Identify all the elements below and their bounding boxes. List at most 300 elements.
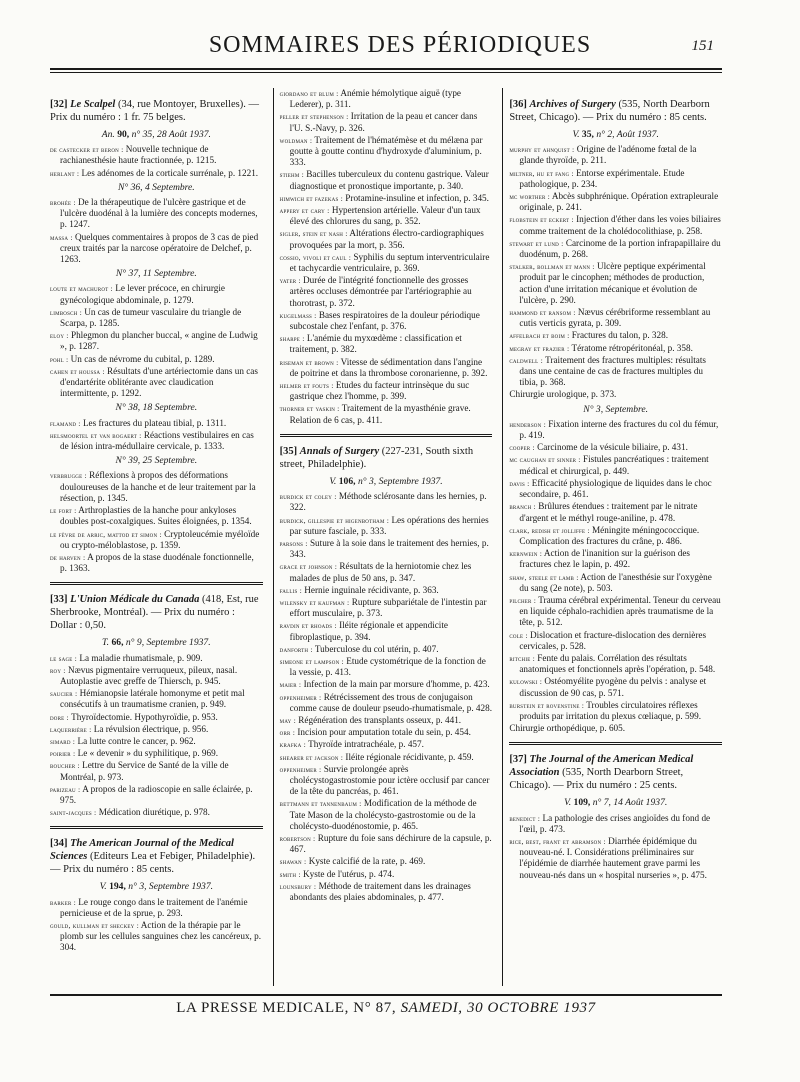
- article-title: Injection d'éther dans les voies biliaires comme traitement de la cholédocolithiase, p. 258.: [519, 214, 721, 236]
- issue-number: N° 36, 4 Septembre.: [117, 181, 195, 193]
- article-authors: laquerrière :: [50, 724, 92, 734]
- article-title: Quelques commentaires à propos de 3 cas de pied creux traités par la narcose opératoire de Delchef, p. 1263.: [60, 231, 259, 265]
- article-authors: sigler, stein et nash :: [279, 229, 348, 239]
- journal-separator: [280, 434, 493, 437]
- article-authors: stewart et lund :: [509, 238, 564, 248]
- article-entry: [509, 572, 722, 594]
- article-title: A propos de la radioscopie en salle éclairée, p. 975.: [60, 783, 253, 805]
- journal-heading: [50, 98, 263, 124]
- article-title: Méthode sclérosante dans les hernies, p. 322.: [289, 491, 487, 513]
- article-title: Les adénomes de la corticale surrénale, p. 1221.: [81, 167, 259, 178]
- issue-prefix: An.: [101, 129, 115, 140]
- article-authors: may :: [279, 715, 296, 725]
- article-authors: mc worther :: [509, 192, 551, 202]
- article-title: Hémianopsie latérale homonyme et petit mal consécutifs à un traumatisme cranien, p. 949.: [60, 688, 245, 710]
- article-entry: [50, 505, 263, 527]
- article-title: Ostéomyélite pyogène du pelvis : analyse et discussion de 90 cas, p. 571.: [519, 676, 707, 698]
- article-entry: [50, 307, 263, 329]
- article-title: Un cas de tumeur vasculaire du triangle de Scarpa, p. 1285.: [60, 306, 242, 329]
- article-authors: parsons :: [279, 538, 308, 548]
- article-title: Arthroplasties de la hanche pour ankyloses doubles post-coxalgiques. Suites éloignées, p. 1354.: [60, 505, 252, 527]
- journal-name: Le Scalpel: [70, 99, 116, 110]
- header-rule-thin: [50, 72, 722, 73]
- article-title: Médication diurétique, p. 978.: [98, 807, 210, 818]
- article-entry: [509, 548, 722, 570]
- article-authors: smith :: [279, 869, 301, 879]
- article-authors: shawan :: [279, 857, 307, 867]
- issue-heading: [509, 404, 722, 415]
- article-entry: [50, 897, 263, 919]
- issue-number: n° 2, Août 1937.: [596, 129, 659, 140]
- article-entry: [280, 727, 493, 738]
- issue-prefix: V.: [329, 475, 337, 487]
- article-entry: [50, 197, 263, 231]
- article-title: Méthode de traitement dans les drainages abondants des plaies abdominales, p. 477.: [289, 880, 471, 902]
- article-entry: [280, 656, 493, 678]
- article-entry: [50, 354, 263, 365]
- article-authors: brohée :: [50, 198, 76, 208]
- issue-number: n° 3, Septembre 1937.: [128, 881, 214, 893]
- article-entry: [509, 238, 722, 260]
- article-title: Trauma cérébral expérimental. Teneur du cerveau en liquide céphalo-rachidien après traumatisme de la tête, p. 512.: [519, 594, 721, 628]
- column-1: [50, 88, 263, 986]
- article-entry: [280, 228, 493, 250]
- article-entry: [509, 836, 722, 881]
- article-entry: [509, 501, 722, 523]
- article-authors: limbosch :: [50, 307, 82, 317]
- article-entry: [50, 168, 263, 179]
- columns: [50, 88, 722, 986]
- article-authors: boucher :: [50, 761, 80, 771]
- journal-number: [32]: [50, 99, 68, 110]
- article-title: Syphilis du septum interventriculaire et tachycardie ventriculaire, p. 369.: [289, 251, 490, 274]
- journal-heading: [50, 837, 263, 876]
- article-entry: [509, 191, 722, 213]
- issue-prefix: V.: [99, 881, 107, 893]
- article-entry: [509, 478, 722, 500]
- article-authors: roy :: [50, 665, 66, 675]
- article-title: Anémie hémolytique aiguë (type Lederer), p. 311.: [289, 88, 461, 110]
- article-title: Protamine-insuline et infection, p. 345.: [345, 192, 489, 203]
- article-entry: [280, 357, 493, 379]
- article-authors: fallis :: [279, 585, 302, 595]
- article-entry: [509, 144, 722, 166]
- article-authors: burstein et rovenstine :: [509, 700, 585, 710]
- article-title: Cryptoleucémie myéloïde ou crypto-méloblastose, p. 1359.: [60, 528, 260, 550]
- article-authors: ritchie :: [509, 653, 535, 663]
- article-title: Etudes du facteur intrinsèque du suc gastrique chez l'homme, p. 399.: [289, 380, 470, 402]
- journal-name: The Journal of the American Medical Association: [509, 754, 694, 779]
- article-entry: [50, 920, 263, 954]
- article-authors: pilcher :: [509, 595, 537, 605]
- article-entry: [509, 343, 722, 354]
- article-entry: [50, 807, 263, 818]
- article-entry: [509, 676, 722, 698]
- article-authors: le fort :: [50, 506, 77, 516]
- article-authors: murphy et ahnquist :: [509, 145, 575, 155]
- article-title: Incision pour amputation totale du sein, p. 454.: [297, 727, 471, 738]
- article-authors: verbrugge :: [50, 471, 87, 481]
- article-entry: [280, 869, 493, 880]
- article-authors: gould, kullman et sheckey :: [50, 920, 139, 930]
- article-entry: [50, 144, 263, 166]
- article-title: Carcinome de la vésicule biliaire, p. 431.: [537, 442, 688, 453]
- article-title: A propos de la stase duodénale fonctionnelle, p. 1363.: [60, 551, 254, 574]
- article-title: Résultats de la herniotomie chez les malades de plus de 50 ans, p. 347.: [289, 561, 472, 583]
- article-entry: [280, 856, 493, 867]
- article-authors: burdick et coley :: [279, 492, 337, 502]
- article-authors: le sage :: [50, 653, 78, 663]
- issue-heading: [50, 881, 263, 892]
- article-entry: [509, 419, 722, 441]
- article-authors: krafka :: [279, 740, 306, 750]
- article-title: Altérations électro-cardiographiques provoquées par la mort, p. 356.: [289, 228, 484, 250]
- issue-volume: 194,: [109, 881, 126, 893]
- journal-details: (535, North Dearborn Street, Chicago). — Prix du numéro : 25 cents.: [509, 767, 684, 792]
- article-authors: dore :: [50, 712, 69, 722]
- article-entry: [50, 712, 263, 723]
- journal-separator: [509, 742, 722, 745]
- article-title: Efficacité physiologique de liquides dans le choc secondaire, p. 461.: [519, 477, 712, 500]
- article-title: Entorse expérimentale. Etude pathologique, p. 234.: [519, 167, 685, 189]
- article-entry: [509, 261, 722, 306]
- article-authors: barker :: [50, 897, 76, 907]
- issue-number: N° 38, 18 Septembre.: [115, 402, 198, 414]
- article-authors: parizeau :: [50, 784, 81, 794]
- article-entry: [280, 715, 493, 726]
- article-authors: benedict :: [509, 813, 541, 823]
- article-entry: [280, 193, 493, 204]
- article-title: Traitement de la myasthénie grave. Relation de 6 cas, p. 411.: [289, 403, 471, 425]
- article-title: Kyste calcifié de la rate, p. 469.: [308, 856, 426, 867]
- article-title: Durée de l'intégrité fonctionnelle des grosses artères occluses démontrée par l'artériographie au thorotrast, p. 372.: [289, 275, 472, 308]
- article-entry: [280, 752, 493, 763]
- article-entry: [509, 653, 722, 675]
- article-authors: kugelmass :: [279, 310, 317, 320]
- article-title: La révulsion électrique, p. 956.: [93, 723, 209, 734]
- article-title: Origine de l'adénome fœtal de la glande thyroïde, p. 211.: [519, 144, 697, 166]
- article-authors: de castecker et beron :: [50, 145, 124, 155]
- article-authors: stalker, bollman et mann :: [509, 262, 595, 272]
- article-entry: [280, 111, 493, 133]
- article-title: Vitesse de sédimentation dans l'angine de poitrine et dans la thrombose coronarienne, p. 392.: [289, 356, 488, 378]
- issue-heading: [509, 129, 722, 140]
- article-authors: orr :: [279, 728, 296, 738]
- article-entry: [280, 764, 493, 798]
- issue-heading: [50, 637, 263, 648]
- article-entry: [280, 403, 493, 425]
- article-title: Fixation interne des fractures du col du fémur, p. 419.: [519, 418, 719, 441]
- article-title: Traitement des fractures multiples: résultats dans une centaine de cas de fractures multiples du tibia, p. 368.: [519, 354, 707, 388]
- article-entry: [280, 833, 493, 855]
- article-title: Traitement de l'hématémèse et du mélæna par goutte à goutte continu d'hydroxyde d'aluminium, p. 333.: [289, 134, 483, 168]
- article-title: Régénération des transplants osseux, p. 441.: [298, 714, 462, 725]
- article-entry: [50, 736, 263, 747]
- article-title: Thyroïde intratrachéale, p. 457.: [308, 739, 424, 750]
- journal-details: (34, rue Montoyer, Bruxelles). — Prix du numéro : 1 fr. 75 belges.: [50, 99, 259, 123]
- issue-volume: 66,: [111, 637, 124, 649]
- article-title: Rupture subpariétale de l'intestin par effort musculaire, p. 373.: [289, 596, 487, 619]
- article-title: Tératome rétropéritonéal, p. 358.: [571, 342, 693, 353]
- issue-number: N° 3, Septembre.: [583, 403, 649, 415]
- issue-volume: 106,: [338, 475, 356, 487]
- issue-number: N° 37, 11 Septembre.: [115, 268, 197, 280]
- article-entry: [509, 630, 722, 652]
- article-authors: de harven :: [50, 552, 86, 562]
- article-authors: bettmann et tannenbaum :: [279, 799, 362, 809]
- article-authors: miltner, hu et fang :: [509, 168, 574, 178]
- article-entry: [50, 430, 263, 452]
- article-title: Méningite méningococcique. Complication des fractures du crâne, p. 486.: [519, 524, 700, 546]
- article-entry: [509, 813, 722, 835]
- article-authors: appery et cary :: [279, 206, 330, 216]
- article-entry: [280, 310, 493, 332]
- issue-volume: 90,: [117, 129, 130, 140]
- article-authors: kernwein :: [509, 549, 543, 559]
- article-title: Fistules pancréatiques : traitement médical et chirurgical, p. 449.: [519, 454, 709, 476]
- article-entry: [509, 700, 722, 722]
- article-authors: flobstein et eckert :: [509, 215, 574, 225]
- article-title: Nævus pigmentaire verruqueux, pileux, nasal. Autoplastie avec greffe de Thiersch, p. 945.: [60, 664, 238, 686]
- article-authors: clark, redish et jolliffe :: [509, 525, 590, 535]
- article-entry: [50, 529, 263, 551]
- article-title: Iléite régionale et appendicite fibroplastique, p. 394.: [289, 620, 448, 642]
- article-authors: burdick, gillespie et higenbotham :: [279, 515, 390, 525]
- issue-heading: [50, 402, 263, 413]
- article-title: Action de l'anesthésie sur l'oxygène du sang (2e note), p. 503.: [519, 571, 712, 593]
- article-authors: oppenheimer :: [279, 764, 322, 774]
- article-authors: shaw, steele et lamb :: [509, 572, 579, 582]
- article-title: Irritation de la peau et cancer dans l'U. S.-Navy, p. 326.: [289, 111, 478, 133]
- journal-number: [37]: [509, 754, 527, 766]
- article-title: Thyroïdectomie. Hypothyroïdie, p. 953.: [71, 711, 218, 722]
- article-title: Abcès subphrénique. Opération extrapleurale originale, p. 241.: [519, 191, 719, 213]
- article-authors: branch :: [509, 502, 536, 512]
- journal-details: (Editeurs Lea et Febiger, Philadelphie). — Prix du numéro : 85 cents.: [50, 851, 256, 876]
- article-authors: davis :: [509, 478, 530, 488]
- journal-separator: [50, 826, 263, 829]
- article-title: Diarrhée épidémique du nouveau-né. I. Considérations préliminaires sur l'épidémie de diarrhée hautement grave parmi les nouveau-nés dans un « hospital nurseries », p. 475.: [519, 835, 707, 880]
- article-authors: woldman :: [279, 135, 313, 145]
- journal-details: (535, North Dearborn Street, Chicago). — Prix du numéro : 85 cents.: [509, 99, 710, 123]
- article-authors: robertson :: [279, 833, 316, 843]
- article-title: Dislocation et fracture-dislocation des dernières cervicales, p. 528.: [519, 629, 707, 651]
- article-authors: flamand :: [50, 418, 81, 428]
- article-title: Hernie inguinale récidivante, p. 363.: [304, 584, 439, 595]
- article-entry: [280, 380, 493, 402]
- article-entry: [50, 665, 263, 687]
- article-entry: [509, 168, 722, 190]
- article-entry: [280, 620, 493, 642]
- article-authors: sharpe :: [279, 334, 305, 344]
- article-authors: oppenheimer :: [279, 692, 322, 702]
- article-authors: eloy :: [50, 331, 69, 341]
- article-authors: grace et johnson :: [279, 562, 338, 572]
- page-number: 151: [691, 38, 714, 54]
- article-title: Iléite régionale récidivante, p. 459.: [345, 751, 474, 762]
- issue-number: n° 7, 14 Août 1937.: [592, 797, 668, 809]
- journal-details: (418, Est, rue Sherbrooke, Montréal). — Prix du numéro : Dollar : 0,50.: [50, 594, 259, 632]
- issue-heading: [50, 455, 263, 466]
- article-title: Brûlures étendues : traitement par le nitrate d'argent et le méthyl rouge-aniline, p. 478.: [519, 501, 698, 523]
- article-entry: [280, 88, 493, 110]
- journal-name: The American Journal of the Medical Sciences: [50, 838, 234, 863]
- journal-separator: [50, 582, 263, 585]
- issue-number: N° 39, 25 Septembre.: [115, 455, 198, 467]
- article-authors: wilensky et kaufman :: [279, 597, 350, 607]
- issue-heading: [509, 797, 722, 808]
- issue-heading: [280, 476, 493, 487]
- article-title: Le « devenir » du syphilitique, p. 969.: [77, 748, 219, 759]
- journal-number: [34]: [50, 838, 68, 850]
- article-title: Etude cystométrique de la fonction de la vessie, p. 413.: [289, 655, 486, 678]
- article-title: La lutte contre le cancer, p. 962.: [77, 735, 196, 746]
- article-authors: shearer et jackson :: [279, 752, 344, 762]
- journal-number: [35]: [279, 445, 298, 457]
- article-entry: [509, 454, 722, 476]
- article-authors: massa :: [50, 232, 73, 242]
- issue-prefix: T.: [102, 637, 110, 649]
- issue-number: n° 3, Septembre 1937.: [357, 475, 443, 487]
- issue-heading: [50, 129, 263, 140]
- article-authors: danforth :: [279, 644, 313, 654]
- article-title: Suture à la soie dans le traitement des hernies, p. 343.: [289, 537, 489, 560]
- article-authors: saucier :: [50, 689, 78, 699]
- article-title: Hypertension artérielle. Valeur d'un taux élevé des chlorures du sang, p. 352.: [289, 205, 481, 227]
- issue-prefix: V.: [572, 129, 580, 140]
- article-entry: [509, 307, 722, 329]
- section-line: Chirurgie urologique, p. 373.: [509, 389, 617, 400]
- article-authors: stiehm :: [279, 170, 304, 180]
- article-title: Bacilles tuberculeux du contenu gastrique. Valeur diagnostique et pronostique importante, p. 340.: [289, 169, 489, 191]
- article-entry: [280, 275, 493, 309]
- journal-number: [36]: [509, 99, 527, 110]
- article-authors: rice, best, frant et abramson :: [509, 836, 606, 846]
- article-entry: [280, 739, 493, 750]
- article-entry: [50, 366, 263, 400]
- article-title: Survie prolongée après cholécystogastrostomie pour ictère occlusif par cancer de la tête du pancréas, p. 461.: [289, 763, 490, 797]
- article-authors: henderson :: [509, 419, 546, 429]
- article-authors: simeone et lampson :: [279, 656, 344, 666]
- article-title: Fente du palais. Corrélation des résultats anatomiques et fonctionnels après l'opération, p. 548.: [519, 652, 716, 675]
- page-title: SOMMAIRES DES PÉRIODIQUES: [208, 32, 592, 58]
- article-entry: [50, 552, 263, 574]
- article-title: Fractures du talon, p. 328.: [571, 330, 668, 341]
- article-entry: [280, 538, 493, 560]
- article-title: Action de la thérapie par le plomb sur les cellules sanguines chez les cancéreux, p. 304.: [60, 919, 262, 953]
- article-entry: [509, 525, 722, 547]
- article-title: Rupture du foie sans déchirure de la capsule, p. 467.: [289, 832, 492, 855]
- article-entry: [280, 252, 493, 274]
- article-authors: caldwell :: [509, 355, 543, 365]
- article-title: L'anémie du myxœdème : classification et traitement, p. 382.: [289, 333, 462, 355]
- issue-number: n° 9, Septembre 1937.: [125, 637, 211, 649]
- issue-volume: 35,: [581, 129, 594, 140]
- article-entry: [50, 688, 263, 710]
- article-authors: cooper :: [509, 443, 535, 453]
- article-authors: cossio, vivoli et caul :: [279, 252, 352, 262]
- article-authors: helmer et fouts :: [279, 381, 334, 391]
- article-entry: [50, 232, 263, 266]
- article-title: Les fractures du plateau tibial, p. 1311.: [82, 417, 227, 428]
- article-authors: lounsbury :: [279, 881, 317, 891]
- header-rule: [50, 68, 722, 70]
- article-authors: mc caughan et sinner :: [509, 455, 581, 465]
- issue-prefix: V.: [564, 797, 572, 809]
- footer-journal: LA PRESSE MEDICALE, N° 87,: [176, 1000, 397, 1016]
- article-authors: yater :: [279, 276, 301, 286]
- article-entry: [509, 595, 722, 629]
- article-title: Carcinome de la portion infrapapillaire du duodénum, p. 268.: [519, 237, 721, 260]
- article-entry: [280, 597, 493, 619]
- article-title: Nævus cérébriforme ressemblant au cutis verticis gyrata, p. 309.: [519, 307, 711, 329]
- article-authors: ravdin et rhoads :: [279, 621, 337, 631]
- article-title: Nouvelle technique de rachianesthésie haute fractionnée, p. 1215.: [60, 144, 217, 166]
- article-title: Lettre du Service de Santé de la ville de Montréal, p. 973.: [60, 760, 229, 782]
- article-title: Modification de la méthode de Tate Mason de la cholécysto-gastrostomie ou de la cholécysto-duodénostomie, p. 465.: [289, 798, 477, 831]
- article-title: Infection de la main par morsure d'homme, p. 423.: [303, 679, 490, 690]
- footer-date: SAMEDI, 30 OCTOBRE 1937: [400, 1000, 596, 1016]
- journal-number: [33]: [50, 594, 68, 606]
- article-authors: riseman et brown :: [279, 357, 339, 367]
- journal-name: Archives of Surgery: [529, 99, 616, 110]
- article-entry: [280, 644, 493, 655]
- article-authors: kulowski :: [509, 677, 543, 687]
- article-authors: le fèvre de arric, mattod et simon :: [50, 529, 162, 539]
- article-authors: megray et frazier :: [509, 343, 570, 353]
- journal-details: (227-231, South sixth street, Philadelphie).: [279, 445, 474, 470]
- article-entry: [280, 881, 493, 903]
- article-authors: affelbach et boim :: [509, 331, 570, 341]
- article-entry: [50, 418, 263, 429]
- article-entry: [280, 561, 493, 583]
- article-title: Le rouge congo dans le traitement de l'anémie pernicieuse et de la sprue, p. 293.: [60, 896, 248, 918]
- article-title: La pathologie des crises angioïdes du fond de l'œil, p. 473.: [519, 812, 711, 834]
- article-title: Ulcère peptique expérimental produit par le cincophen; méthodes de production, action d'une irritation mécanique et évolution de l'ulcère, p. 290.: [519, 261, 706, 305]
- article-title: La maladie rhumatismale, p. 909.: [79, 652, 203, 663]
- article-entry: [280, 333, 493, 355]
- article-entry: [280, 135, 493, 169]
- article-entry: [50, 724, 263, 735]
- issue-heading: [50, 268, 263, 279]
- issue-number: n° 35, 28 Août 1937.: [131, 129, 211, 140]
- article-entry: [50, 470, 263, 504]
- article-title: Rétrécissement des trous de conjugaison comme cause de douleur pseudo-rhumatismale, p. 428.: [289, 691, 492, 713]
- article-authors: herlant :: [50, 168, 80, 178]
- article-entry: [509, 214, 722, 236]
- journal-heading: [509, 98, 722, 124]
- article-entry: [50, 653, 263, 664]
- article-authors: cole :: [509, 630, 528, 640]
- article-title: Phlegmon du plancher buccal, « angine de Ludwig », p. 1287.: [60, 330, 258, 352]
- article-entry: [280, 491, 493, 513]
- article-authors: maier :: [279, 680, 302, 690]
- article-title: Un cas de névrome du cubital, p. 1289.: [70, 353, 215, 364]
- article-title: Kyste de l'utérus, p. 474.: [303, 868, 395, 879]
- article-entry: [50, 748, 263, 759]
- article-entry: [50, 784, 263, 806]
- article-title: Réactions vestibulaires en cas de lésion intra-médullaire cervicale, p. 1333.: [60, 429, 254, 452]
- article-authors: saint-jacques :: [50, 808, 97, 818]
- article-authors: cahen et houssa :: [50, 366, 105, 376]
- journal-name: Annals of Surgery: [299, 445, 380, 457]
- article-entry: [280, 692, 493, 714]
- article-entry: [509, 442, 722, 453]
- footer-rule: [50, 994, 722, 996]
- column-3: [502, 88, 722, 986]
- article-entry: [50, 760, 263, 782]
- article-entry: [509, 355, 722, 389]
